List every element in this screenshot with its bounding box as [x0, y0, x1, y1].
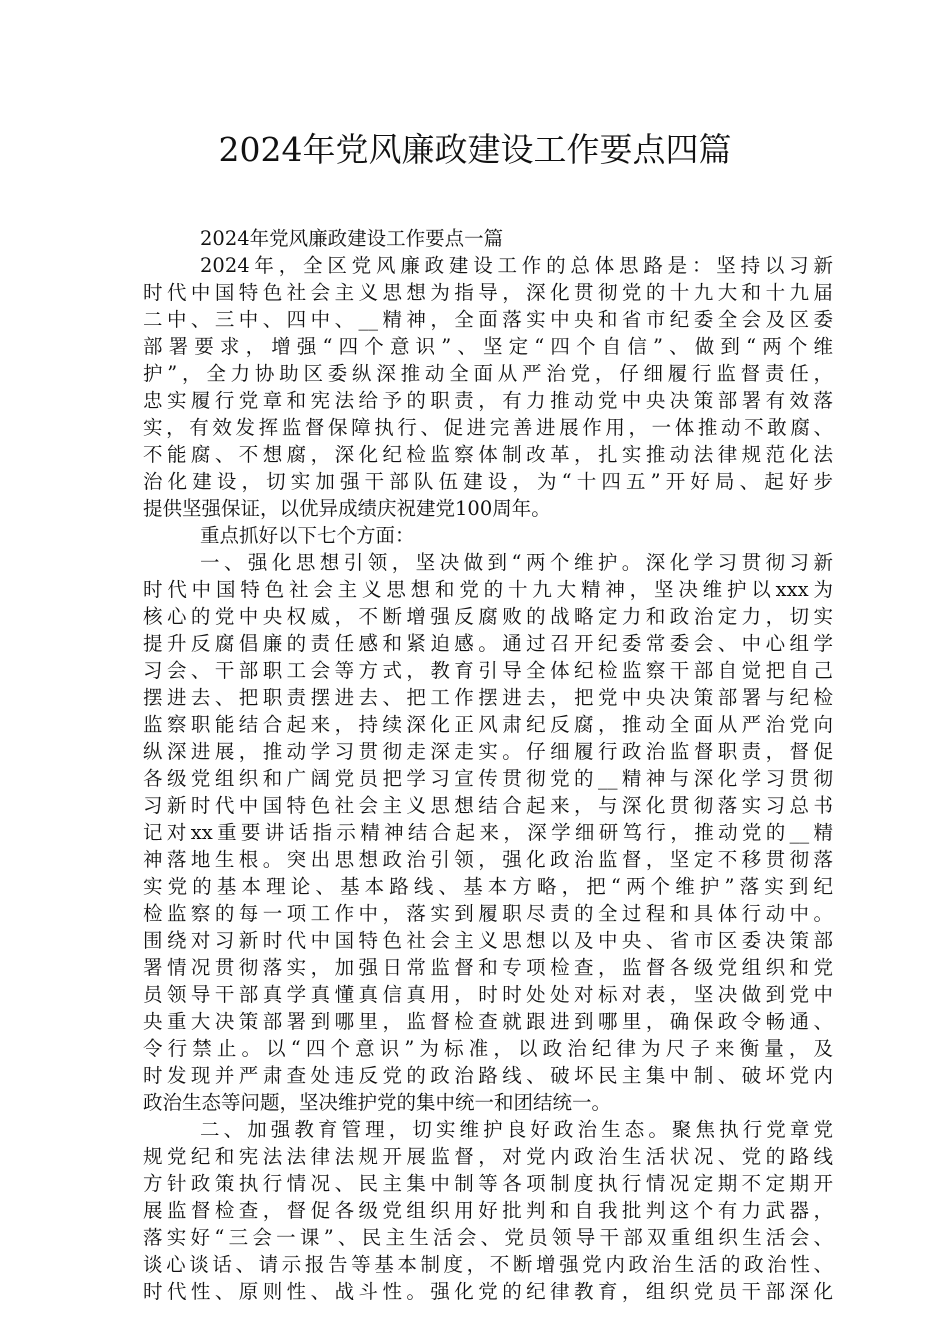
text-line: 方针政策执行情况、民主集中制等各项制度执行情况定期不定期开: [143, 1172, 833, 1195]
text-line: 习会、干部职工会等方式，教育引导全体纪检监察干部自觉把自己: [143, 659, 833, 682]
text-line: 提升反腐倡廉的责任感和紧迫感。通过召开纪委常委会、中心组学: [143, 632, 833, 655]
text-line: 习新时代中国特色社会主义思想结合起来，与深化贯彻落实习总书: [143, 794, 833, 817]
document-body: [143, 225, 833, 1305]
text-line: 央重大决策部署到哪里，监督检查就跟进到哪里，确保政令畅通、: [143, 1010, 833, 1033]
text-line: 监察职能结合起来，持续深化正风肃纪反腐，推动全面从严治党向: [143, 713, 833, 736]
text-line: 检监察的每一项工作中，落实到履职尽责的全过程和具体行动中。: [143, 902, 833, 925]
text-line: 2024年，全区党风廉政建设工作的总体思路是：坚持以习新: [200, 254, 833, 277]
text-line: 各级党组织和广阔党员把学习宣传贯彻党的__精神与深化学习贯彻: [143, 767, 833, 790]
text-line: 二中、三中、四中、__精神，全面落实中央和省市纪委全会及区委: [143, 308, 833, 331]
text-line: 核心的党中央权威，不断增强反腐败的战略定力和政治定力，切实: [143, 605, 833, 628]
text-line: 员领导干部真学真懂真信真用，时时处处对标对表，坚决做到党中: [143, 983, 833, 1006]
text-line: 提供坚强保证，以优异成绩庆祝建党100周年。: [143, 497, 551, 520]
text-line: 实党的基本理论、基本路线、基本方略，把“两个维护”落实到纪: [143, 875, 833, 898]
text-line: 时代中国特色社会主义思想为指导，深化贯彻党的十九大和十九届: [143, 281, 833, 304]
text-line: 围绕对习新时代中国特色社会主义思想以及中央、省市区委决策部: [143, 929, 833, 952]
text-line: 时代性、原则性、战斗性。强化党的纪律教育，组织党员干部深化: [143, 1280, 833, 1303]
text-line: 展监督检查，督促各级党组织用好批判和自我批判这个有力武器，: [143, 1199, 833, 1222]
text-line: 纵深进展，推动学习贯彻走深走实。仔细履行政治监督职责，督促: [143, 740, 833, 763]
text-line: 护”，全力协助区委纵深推动全面从严治党，仔细履行监督责任，: [143, 362, 833, 385]
text-line: 落实好“三会一课”、民主生活会、党员领导干部双重组织生活会、: [143, 1226, 833, 1249]
text-line: 忠实履行党章和宪法给予的职责，有力推动党中央决策部署有效落: [143, 389, 833, 412]
text-line: 时代中国特色社会主义思想和党的十九大精神，坚决维护以xxx为: [143, 578, 833, 601]
text-line: 不能腐、不想腐，深化纪检监察体制改革，扎实推动法律规范化法: [143, 443, 833, 466]
text-line: 令行禁止。以“四个意识”为标准，以政治纪律为尺子来衡量，及: [143, 1037, 833, 1060]
text-line: 二、加强教育管理，切实维护良好政治生态。聚焦执行党章党: [200, 1118, 833, 1141]
text-line: 规党纪和宪法法律法规开展监督，对党内政治生活状况、党的路线: [143, 1145, 833, 1168]
text-line: 神落地生根。突出思想政治引领，强化政治监督，坚定不移贯彻落: [143, 848, 833, 871]
text-line: 时发现并严肃查处违反党的政治路线、破坏民主集中制、破坏党内: [143, 1064, 833, 1087]
text-line: 部署要求，增强“四个意识”、坚定“四个自信”、做到“两个维: [143, 335, 833, 358]
text-line: 实，有效发挥监督保障执行、促进完善进展作用，一体推动不敢腐、: [143, 416, 833, 439]
text-line: 署情况贯彻落实，加强日常监督和专项检查，监督各级党组织和党: [143, 956, 833, 979]
text-line: 政治生态等问题，坚决维护党的集中统一和团结统一。: [143, 1091, 612, 1114]
text-line: 治化建设，切实加强干部队伍建设，为“十四五”开好局、起好步: [143, 470, 833, 493]
text-line: 记对xx重要讲话指示精神结合起来，深学细研笃行，推动党的__精: [143, 821, 833, 844]
text-line: 谈心谈话、请示报告等基本制度，不断增强党内政治生活的政治性、: [143, 1253, 833, 1276]
text-line: 2024年党风廉政建设工作要点一篇: [200, 227, 504, 250]
text-line: 一、强化思想引领，坚决做到“两个维护。深化学习贯彻习新: [200, 551, 833, 574]
text-line: 重点抓好以下七个方面：: [200, 524, 415, 547]
document-title: 2024年党风廉政建设工作要点四篇: [218, 130, 732, 169]
text-line: 摆进去、把职责摆进去、把工作摆进去，把党中央决策部署与纪检: [143, 686, 833, 709]
